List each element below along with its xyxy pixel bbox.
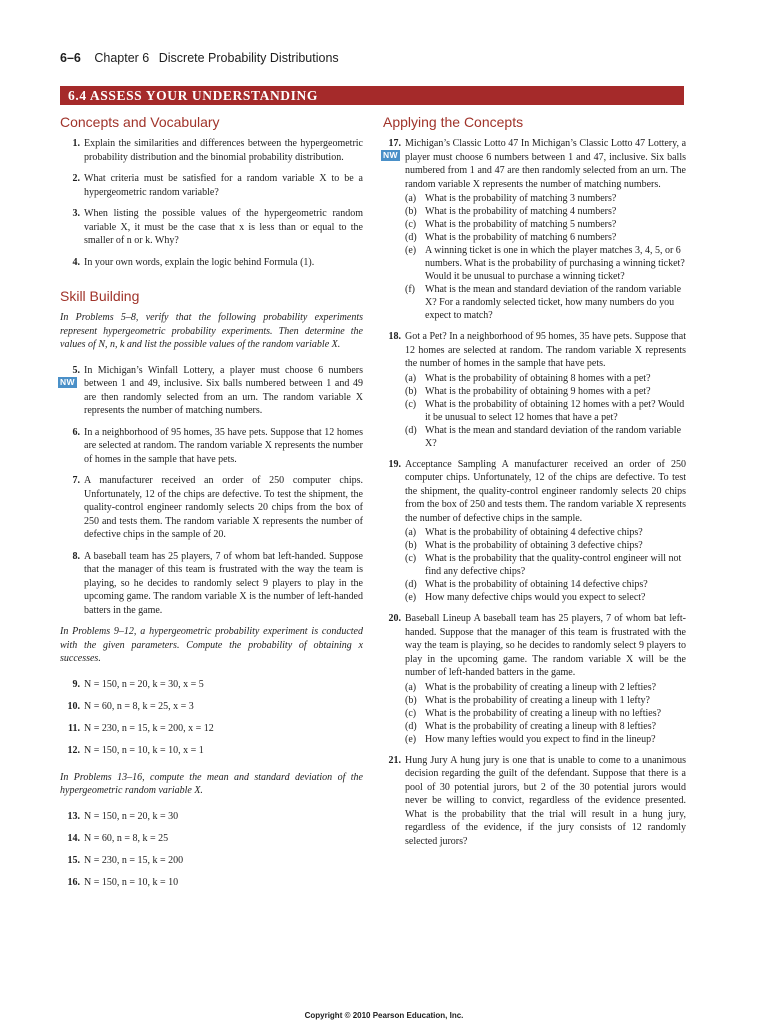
problem-number: 12.: [67, 744, 80, 756]
sub-label: (b): [405, 206, 417, 217]
sub-text: A winning ticket is one in which the player matches 3, 4, 5, or 6 numbers. What is the probability of purchasing a winning ticket? Would it be unusual to purchase a winning ticket?: [425, 245, 685, 282]
sub-question: [405, 424, 686, 450]
problem-7: [60, 474, 363, 542]
problem-text: What criteria must be satisfied for a random variable X to be a hypergeometric random variable?: [84, 173, 363, 198]
problem-text: In a neighborhood of 95 homes, 35 have pets. Suppose that 12 homes are selected at random. The random variable X represents the number of homes in the sample that have pets.: [84, 426, 363, 465]
problem-text: In Michigan’s Classic Lotto 47 Lottery, a player must choose 6 numbers between 1 and 47, inclusive. Six balls numbered from 1 and 47 are then randomly selected from an urn. The random variable X represents the number of matching numbers.: [405, 138, 687, 190]
sub-questions: [405, 192, 686, 322]
problem-1: [60, 137, 363, 164]
page-number: 6–6: [60, 51, 81, 65]
sub-label: (d): [405, 232, 417, 243]
problem-text: A manufacturer received an order of 250 computer chips. Unfortunately, 12 of the chips are defective. To test the shipment, the quality-control engineer randomly selects 20 chips from the box of 250 and tests them. The random variable X represents the number of defective chips in the sample.: [405, 458, 686, 524]
problem-number: 15.: [67, 854, 80, 866]
problem-19: [383, 458, 686, 605]
sub-label: (a): [405, 372, 417, 384]
problem-text: A manufacturer received an order of 250 computer chips. Unfortunately, 12 of the chips are defective. To test the shipment, the quality-control engineer randomly selects 20 chips from the box of 250 and tests them. The random variable X represents the number of defective chips in the sample of 20.: [84, 475, 363, 540]
sub-label: (d): [405, 720, 417, 732]
sub-text: What is the probability of creating a lineup with no lefties?: [425, 707, 662, 719]
sub-question: [405, 372, 686, 385]
sub-label: (a): [405, 193, 417, 204]
problem-number: 10.: [67, 700, 80, 712]
problem-5: [60, 364, 363, 418]
problem-text: When listing the possible values of the hypergeometric random variable X, it must be the case that x is less than or equal to the smaller of n or k. Why?: [84, 208, 363, 246]
problem-parameters: N = 230, n = 15, k = 200, x = 12: [84, 722, 214, 734]
problem-title: Baseball Lineup: [405, 613, 471, 624]
problem-text: In Michigan’s Winfall Lottery, a player must choose 6 numbers between 1 and 49, inclusive. Six balls numbered between 1 and 49 are then randomly selected from an urn. The random variable X represents the number of matching numbers.: [84, 364, 363, 416]
sub-text: How many lefties would you expect to find in the lineup?: [425, 733, 656, 745]
sub-question: [405, 578, 686, 591]
problem-number: 16.: [67, 876, 80, 888]
sub-text: What is the probability of obtaining 9 homes with a pet?: [425, 385, 651, 397]
copyright-text: Copyright © 2010 Pearson Education, Inc.: [304, 1011, 464, 1020]
problem-parameters: N = 150, n = 20, k = 30: [84, 810, 179, 822]
chapter-title: Discrete Probability Distributions: [158, 51, 339, 65]
instructions-5-8: In Problems 5–8, verify that the following probability experiments represent hypergeometric probability experiments. Then determine the values of N, n, k and list the possible values of the random variable X.: [60, 312, 363, 350]
problem-11: [60, 722, 363, 735]
sub-questions: [405, 681, 686, 746]
sub-label: (a): [405, 681, 417, 693]
sub-question: [405, 231, 686, 244]
sub-question: [405, 244, 686, 283]
problem-text: In a neighborhood of 95 homes, 35 have pets. Suppose that 12 homes are selected at random. The random variable X represents the number of homes in the sample that have pets.: [405, 331, 686, 369]
concepts-heading: Concepts and Vocabulary: [60, 114, 220, 130]
sub-label: (e): [405, 733, 417, 745]
problem-10: [60, 700, 363, 713]
problem-title: Acceptance Sampling: [405, 458, 497, 470]
problem-18: [383, 330, 686, 450]
problem-8: [60, 550, 363, 618]
sub-label: (c): [405, 553, 417, 564]
sub-text: What is the probability of creating a lineup with 8 lefties?: [425, 720, 657, 732]
sub-questions: [405, 372, 686, 450]
problem-17: [383, 137, 686, 322]
problem-number: 13.: [67, 810, 80, 822]
problem-number: 1.: [72, 138, 80, 149]
left-column: [60, 113, 363, 898]
problem-14: [60, 832, 363, 845]
problem-number: 6.: [72, 426, 80, 438]
applying-heading: Applying the Concepts: [383, 114, 524, 130]
sub-text: What is the probability that the quality-control engineer will not find any defective chips?: [425, 553, 682, 577]
instructions-9-12: In Problems 9–12, a hypergeometric probability experiment is conducted with the given parameters. Compute the probability of obtaining x successes.: [60, 626, 363, 664]
problem-parameters: N = 150, n = 20, k = 30, x = 5: [84, 678, 204, 690]
sub-label: (b): [405, 385, 417, 397]
problem-text: A baseball team has 25 players, 7 of whom bat left-handed. Suppose that the manager of this team is frustrated with the way the team is playing, so he decides to randomly select 9 players to play in the upcoming game. The random variable X will be the number of left-handed batters in the game.: [405, 613, 687, 678]
sub-label: (e): [405, 245, 417, 256]
sub-label: (c): [405, 707, 417, 719]
problem-text: Explain the similarities and differences between the hypergeometric probability distribution and the binomial probability distribution.: [84, 138, 363, 163]
problem-parameters: N = 150, n = 10, k = 10, x = 1: [84, 744, 204, 756]
problem-number: 18.: [388, 331, 401, 342]
problem-21: [383, 754, 686, 849]
problem-number: 8.: [72, 550, 80, 562]
copyright-footer: [0, 1011, 768, 1020]
problem-number: 4.: [72, 256, 80, 268]
sub-question: [405, 283, 686, 322]
section-title-bar: 6.4 ASSESS YOUR UNDERSTANDING: [60, 86, 684, 105]
nw-badge: NW: [383, 150, 398, 160]
sub-question: [405, 539, 686, 552]
sub-text: What is the probability of matching 4 numbers?: [425, 206, 617, 217]
problem-parameters: N = 60, n = 8, k = 25, x = 3: [84, 700, 194, 712]
sub-question: [405, 526, 686, 539]
problem-number: 9.: [72, 678, 80, 690]
problem-title: Michigan’s Classic Lotto 47: [405, 138, 519, 149]
problem-title: Hung Jury: [405, 754, 448, 766]
sub-question: [405, 707, 686, 720]
sub-label: (b): [405, 540, 417, 551]
problem-number: 21.: [388, 754, 401, 766]
sub-label: (e): [405, 592, 417, 603]
problem-number: 3.: [72, 208, 80, 219]
problem-9: [60, 678, 363, 691]
sub-label: (a): [405, 527, 417, 538]
problem-4: [60, 256, 363, 270]
sub-label: (d): [405, 579, 417, 590]
sub-text: What is the mean and standard deviation of the random variable X?: [425, 424, 682, 449]
problem-text: In your own words, explain the logic behind Formula (1).: [84, 256, 315, 268]
problem-3: [60, 207, 363, 248]
sub-question: [405, 681, 686, 694]
problem-number: 2.: [72, 173, 80, 184]
skill-building-heading: Skill Building: [60, 288, 140, 304]
problem-number: 17.: [388, 138, 401, 149]
sub-question: [405, 218, 686, 231]
sub-question: [405, 733, 686, 746]
sub-label: (c): [405, 398, 417, 410]
chapter-label: Chapter 6: [94, 51, 150, 65]
problem-title: Got a Pet?: [405, 331, 447, 342]
problem-20: [383, 612, 686, 746]
sub-label: (b): [405, 694, 417, 706]
sub-text: What is the probability of obtaining 4 defective chips?: [425, 527, 643, 538]
instructions-13-16: In Problems 13–16, compute the mean and standard deviation of the hypergeometric random variable X.: [60, 771, 363, 796]
sub-question: [405, 720, 686, 733]
sub-question: [405, 192, 686, 205]
sub-label: (f): [405, 284, 415, 295]
sub-text: What is the probability of obtaining 14 defective chips?: [425, 579, 648, 590]
sub-text: How many defective chips would you expect to select?: [425, 592, 646, 603]
sub-question: [405, 385, 686, 398]
nw-badge: NW: [60, 376, 75, 387]
sub-question: [405, 398, 686, 424]
sub-label: (c): [405, 219, 417, 230]
problem-text: A baseball team has 25 players, 7 of whom bat left-handed. Suppose that the manager of this team is frustrated with the way the team is playing, so he decides to randomly select 9 players to play in the upcoming game. The random variable X is the number of left-handed batters in the game.: [84, 550, 363, 616]
problem-parameters: N = 150, n = 10, k = 10: [84, 876, 179, 888]
problem-number: 19.: [388, 458, 401, 470]
running-head: [60, 51, 339, 65]
problem-2: [60, 172, 363, 199]
sub-text: What is the probability of obtaining 3 defective chips?: [425, 540, 643, 551]
sub-text: What is the probability of matching 3 numbers?: [425, 193, 617, 204]
sub-question: [405, 591, 686, 604]
sub-text: What is the probability of obtaining 8 homes with a pet?: [425, 372, 651, 384]
problem-number: 11.: [68, 722, 80, 734]
problem-6: [60, 426, 363, 467]
problem-parameters: N = 230, n = 15, k = 200: [84, 854, 184, 866]
problem-number: 5.: [72, 364, 80, 376]
problem-number: 14.: [67, 832, 80, 844]
problem-number: 20.: [388, 613, 401, 624]
problem-12: [60, 744, 363, 757]
problem-parameters: N = 60, n = 8, k = 25: [84, 832, 169, 844]
sub-text: What is the probability of matching 5 numbers?: [425, 219, 617, 230]
sub-text: What is the probability of matching 6 numbers?: [425, 232, 617, 243]
sub-question: [405, 694, 686, 707]
sub-question: [405, 552, 686, 578]
sub-text: What is the probability of obtaining 12 homes with a pet? Would it be unusual to select 12 homes that have a pet?: [425, 398, 685, 423]
problem-text: A hung jury is one that is unable to come to a unanimous decision regarding the guilt of the defendant. Suppose that there is a pool of 30 potential jurors, but 2 of the 30 potential jurors would never be willing to convict, regardless of the evidence presented. What is the probability that the trial will result in a hung jury, regardless of the evidence, if the jury consists of 12 randomly selected jurors?: [405, 754, 687, 847]
right-column: [383, 113, 686, 856]
sub-label: (d): [405, 424, 417, 436]
sub-text: What is the mean and standard deviation of the random variable X? For a randomly selected ticket, how many numbers do you expect to match?: [425, 284, 682, 321]
problem-number: 7.: [72, 475, 80, 486]
sub-text: What is the probability of creating a lineup with 2 lefties?: [425, 681, 657, 693]
sub-text: What is the probability of creating a lineup with 1 lefty?: [425, 694, 650, 706]
sub-questions: [405, 526, 686, 604]
problem-15: [60, 854, 363, 867]
problem-13: [60, 810, 363, 823]
problem-16: [60, 876, 363, 889]
sub-question: [405, 205, 686, 218]
